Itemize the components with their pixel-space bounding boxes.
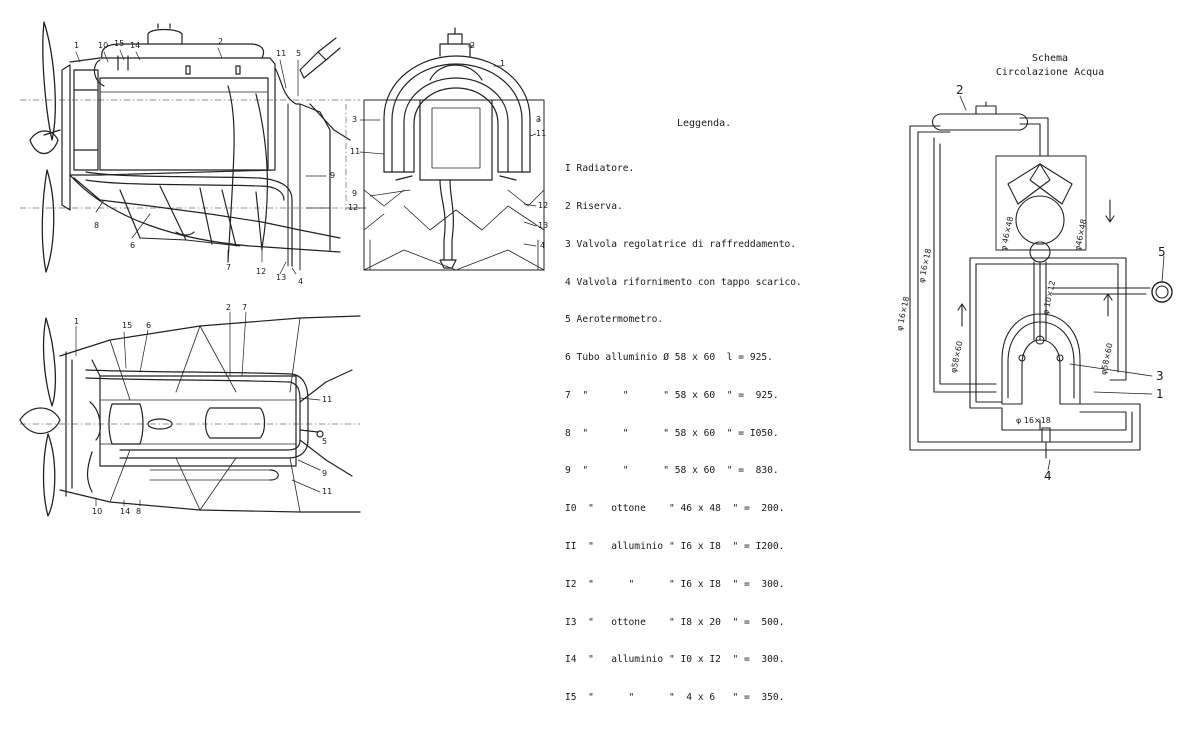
front-callout-2: 2: [470, 41, 476, 50]
pipe-label-left-inner: φ 16×18: [917, 247, 934, 284]
side-callout-8: 8: [94, 221, 100, 230]
top-callout-7: 7: [242, 303, 248, 312]
schema-callout-4: 4: [1044, 469, 1052, 483]
side-callout-6: 6: [130, 241, 136, 250]
top-callout-11-lower: 11: [322, 487, 333, 496]
pipe-label-right-lower: φ58×60: [1099, 342, 1115, 376]
legend-item: II " alluminio " I6 x I8 " = I200.: [565, 541, 785, 552]
front-callout-9: 9: [352, 189, 358, 198]
side-view-drawing: [20, 22, 360, 274]
legend-item: 7 " " " 58 x 60 " = 925.: [565, 389, 779, 401]
top-callout-2: 2: [226, 303, 232, 312]
legend-item: 4 Valvola rifornimento con tappo scarico.: [565, 276, 802, 288]
schema-title-line1: Schema: [1031, 53, 1069, 64]
legend-item: 5 Aerotermometro.: [565, 314, 664, 326]
front-callout-12-left: 12: [348, 203, 359, 212]
legend-item: 6 Tubo alluminio Ø 58 x 60 l = 925.: [565, 352, 773, 364]
front-callout-1: 1: [500, 59, 506, 68]
side-callout-14: 14: [130, 41, 141, 50]
schema-title: [990, 52, 1110, 80]
legend-item: 9 " " " 58 x 60 " = 830.: [565, 465, 779, 477]
side-callout-12: 12: [256, 267, 267, 276]
top-callout-10: 10: [92, 507, 103, 516]
schema-callout-2: 2: [956, 83, 964, 97]
front-callout-4: 4: [540, 241, 546, 250]
top-callout-6: 6: [146, 321, 152, 330]
schema-title-line2: Circolazione Acqua: [995, 67, 1105, 78]
schema-callout-5: 5: [1158, 245, 1166, 259]
front-callout-3-right: 3: [536, 115, 542, 124]
pipe-label-bottom: φ 16×18: [1016, 416, 1051, 425]
top-callout-9: 9: [322, 469, 328, 478]
legend-item: 8 " " " 58 x 60 " = I050.: [565, 427, 779, 439]
legend-item: 3 Valvola regolatrice di raffreddamento.: [565, 238, 797, 250]
top-view-drawing: [20, 312, 360, 516]
side-callout-15: 15: [114, 39, 125, 48]
front-callout-12-right: 12: [538, 201, 549, 210]
side-callout-2: 2: [218, 37, 224, 46]
legend-item: I2 " " " I6 x I8 " = 300.: [565, 578, 785, 590]
front-callout-13: 13: [538, 221, 549, 230]
pipe-label-mid: φ 10×12: [1041, 279, 1058, 316]
legend-list: [565, 138, 802, 730]
circulation-schema-drawing: [910, 96, 1172, 470]
pipe-label-v-right: φ46×48: [1073, 218, 1089, 252]
side-callout-10: 10: [98, 41, 109, 50]
pipe-label-v-left: φ 46×48: [999, 215, 1016, 252]
top-callout-1: 1: [74, 317, 80, 326]
side-callout-13: 13: [276, 273, 287, 282]
schema-callout-1: 1: [1156, 387, 1164, 401]
front-callout-11-left: 11: [350, 147, 361, 156]
pipe-label-left-outer: φ 16×18: [895, 295, 912, 332]
side-callout-7: 7: [226, 263, 232, 272]
pipe-label-left-lower: φ58×60: [949, 340, 965, 374]
side-callout-5: 5: [296, 49, 302, 58]
schema-callout-3: 3: [1156, 369, 1164, 383]
legend-title: Leggenda.: [677, 118, 732, 129]
top-callout-8: 8: [136, 507, 142, 516]
front-callout-3-left: 3: [352, 115, 358, 124]
top-callout-14: 14: [120, 507, 131, 516]
side-callout-9: 9: [330, 171, 336, 180]
top-callout-5: 5: [322, 437, 328, 446]
front-callout-11-right: 11: [536, 129, 547, 138]
legend-item: I4 " alluminio " I0 x I2 " = 300.: [565, 654, 785, 666]
front-view-drawing: [348, 28, 547, 270]
legend-item: I5 " " " 4 x 6 " = 350.: [565, 692, 785, 704]
legend-item: I Radiatore.: [565, 163, 635, 175]
legend-item: 2 Riserva.: [565, 200, 623, 212]
top-callout-15: 15: [122, 321, 133, 330]
top-callout-11-upper: 11: [322, 395, 333, 404]
side-callout-4: 4: [298, 277, 304, 286]
side-callout-11: 11: [276, 49, 287, 58]
legend-item: I0 " ottone " 46 x 48 " = 200.: [565, 503, 785, 515]
legend-item: I3 " ottone " I8 x 20 " = 500.: [565, 616, 785, 628]
side-callout-1: 1: [74, 41, 80, 50]
